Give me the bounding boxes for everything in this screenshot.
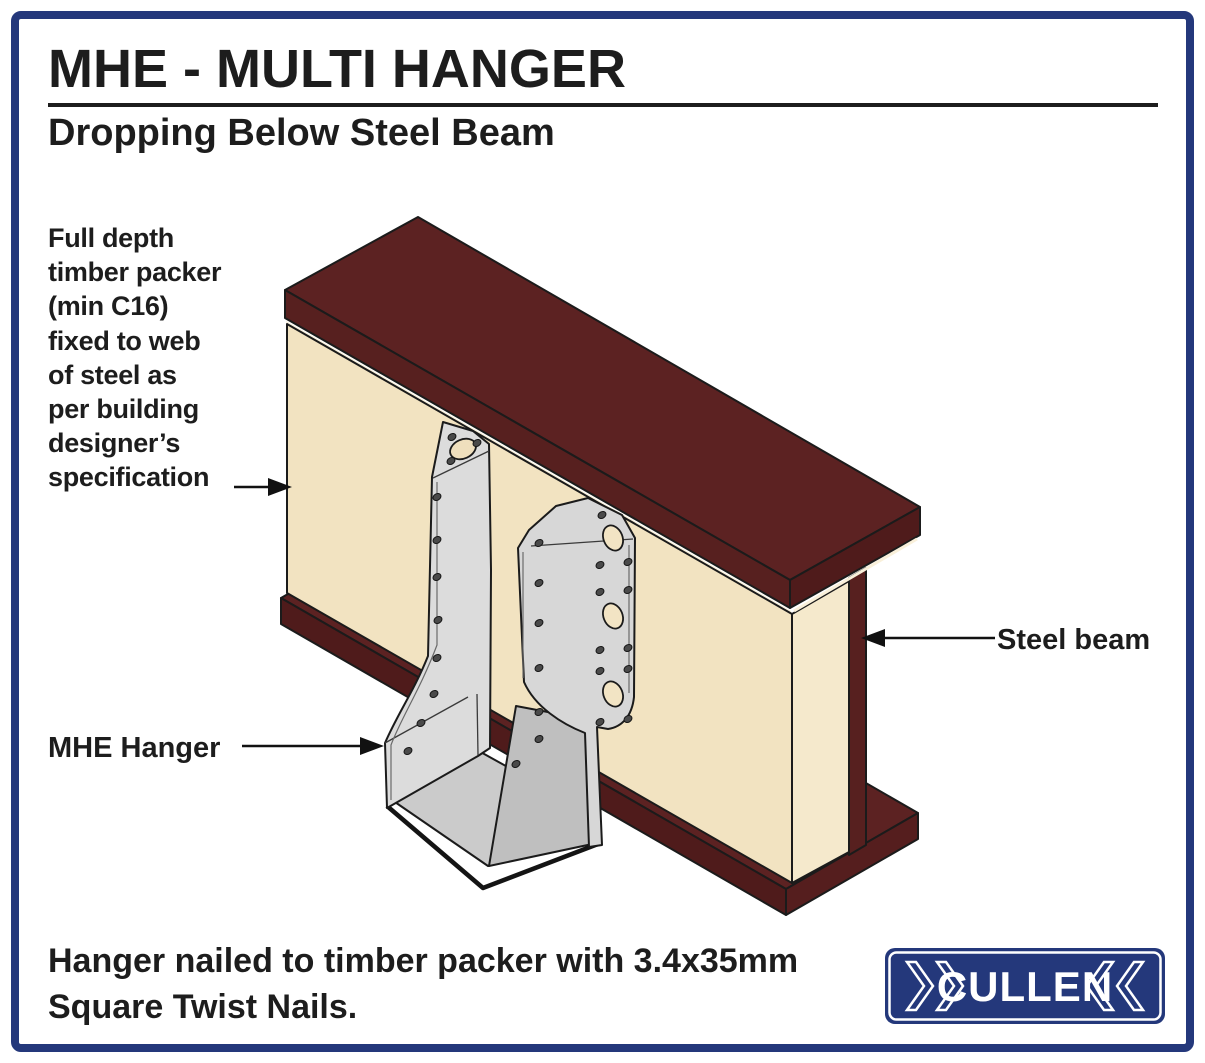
steel-beam-label: Steel beam: [997, 624, 1151, 656]
packer-label-line: per building: [48, 394, 199, 424]
packer-label-line: fixed to web: [48, 326, 201, 356]
packer-label-line: designer’s: [48, 428, 181, 458]
footer-note: [48, 938, 798, 1030]
steel-web-end-face: [849, 568, 866, 855]
logo-wordmark: CULLEN: [936, 963, 1114, 1010]
footer-note-line1: Hanger nailed to timber packer with 3.4x35mm: [48, 942, 799, 980]
callout-packer: [48, 223, 292, 496]
page-subtitle: Dropping Below Steel Beam: [48, 112, 555, 154]
packer-label-line: timber packer: [48, 257, 222, 287]
callout-steel-beam: [861, 624, 1150, 656]
packer-label-line: Full depth: [48, 223, 174, 253]
packer-label-line: (min C16): [48, 291, 169, 321]
footer-note-line2: Square Twist Nails.: [48, 988, 358, 1026]
packer-label-line: specification: [48, 462, 210, 492]
packer-label-line: of steel as: [48, 360, 177, 390]
callout-hanger: [48, 732, 384, 764]
hanger-arrow-head: [360, 737, 384, 755]
page-title: MHE - MULTI HANGER: [48, 39, 626, 99]
packer-end-face: [792, 581, 849, 883]
title-divider: [48, 103, 1158, 107]
hanger-label: MHE Hanger: [48, 732, 221, 764]
cullen-logo: [885, 948, 1165, 1024]
